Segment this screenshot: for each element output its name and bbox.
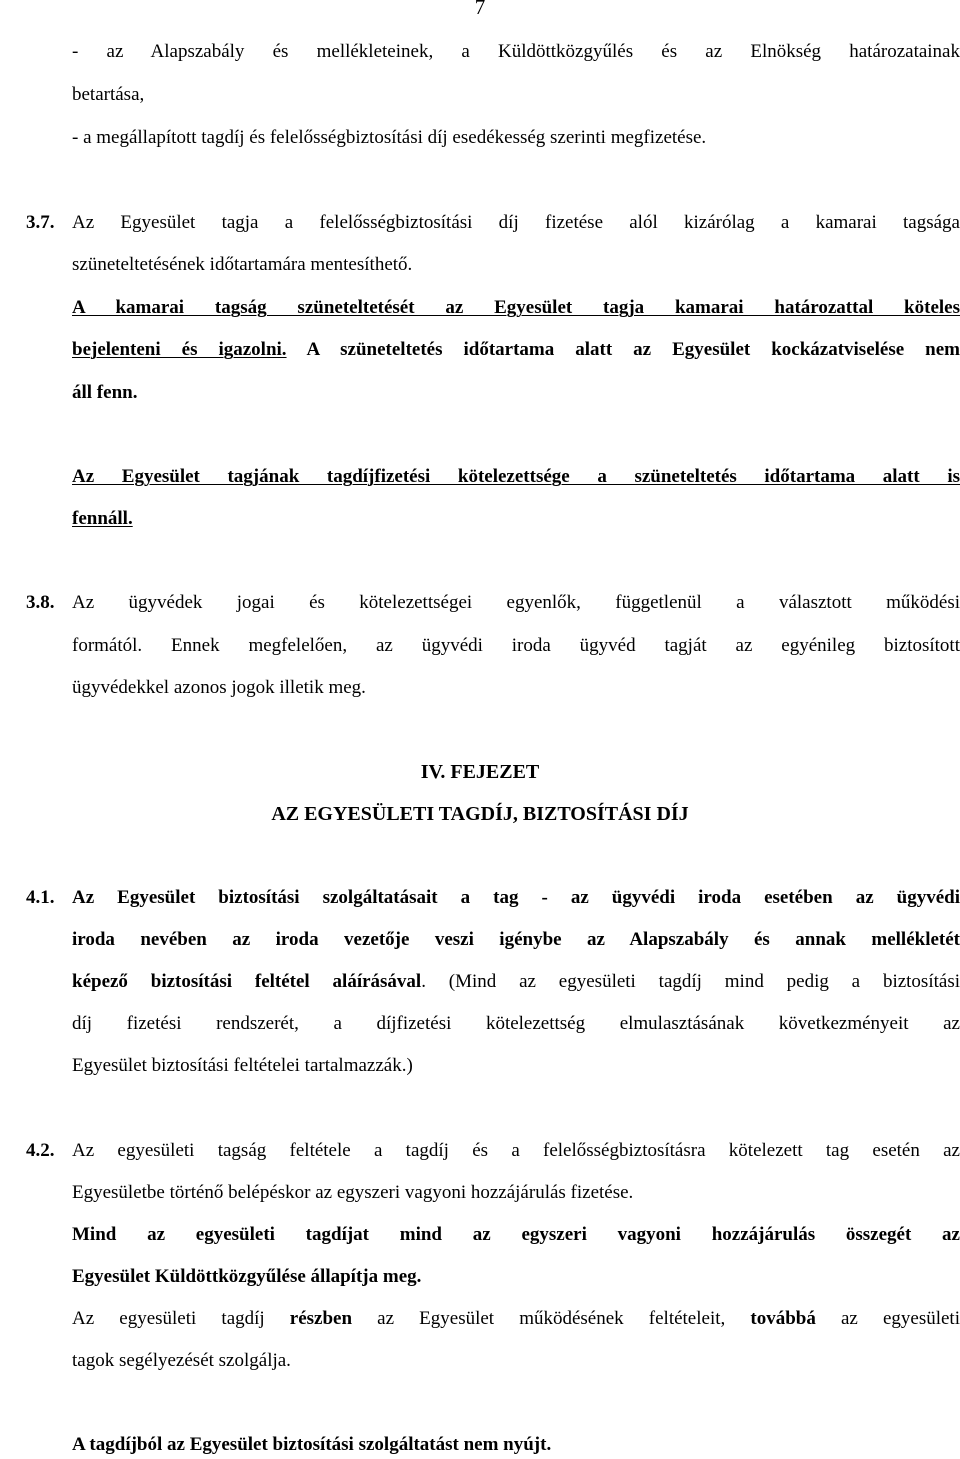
section-number: 3.8. (26, 592, 55, 613)
paragraph-line: A kamarai tagság szüneteltetését az Egyesület tagja kamarai határozattal köteles (72, 297, 960, 318)
text-fragment: továbbá (750, 1308, 816, 1329)
paragraph-line: Az Egyesület tagjának tagdíjfizetési kötelezettsége a szüneteltetés időtartama alatt is (72, 466, 960, 487)
paragraph-line (72, 970, 960, 994)
chapter-number: IV. FEJEZET (420, 761, 540, 783)
paragraph-line: Az ügyvédek jogai és kötelezettségei egyenlők, függetlenül a választott működési (72, 592, 960, 613)
paragraph-line (72, 338, 960, 362)
paragraph-line: Egyesületbe történő belépéskor az egyszeri vagyoni hozzájárulás fizetése. (72, 1182, 634, 1203)
section-number: 4.2. (26, 1140, 55, 1161)
intro-line: betartása, (72, 84, 145, 105)
section-number: 3.7. (26, 212, 55, 233)
text-fragment: az Egyesület működésének feltételeit, (352, 1308, 751, 1329)
paragraph-line: formától. Ennek megfelelően, az ügyvédi iroda ügyvéd tagját az egyénileg biztosított (72, 635, 960, 656)
section-number: 4.1. (26, 887, 55, 908)
intro-line: - az Alapszabály és mellékleteinek, a Küldöttközgyűlés és az Elnökség határozatainak (72, 41, 960, 62)
paragraph-line: iroda nevében az iroda vezetője veszi igénybe az Alapszabály és annak mellékletét (72, 929, 960, 950)
paragraph-line: szüneteltetésének időtartamára mentesíthető. (72, 254, 413, 275)
paragraph-line: Az Egyesület biztosítási szolgáltatásait a tag - az ügyvédi iroda esetében az ügyvédi (72, 887, 960, 908)
paragraph-line: Az Egyesület tagja a felelősségbiztosítási díj fizetése alól kizárólag a kamarai tagsága (72, 212, 960, 233)
paragraph-line: díj fizetési rendszerét, a díjfizetési kötelezettség elmulasztásának következményeit az (72, 1013, 960, 1034)
paragraph-line: tagok segélyezését szolgálja. (72, 1350, 291, 1371)
chapter-title: AZ EGYESÜLETI TAGDÍJ, BIZTOSÍTÁSI DÍJ (271, 803, 689, 825)
text-fragment: bejelenteni és igazolni. (72, 339, 287, 360)
page-number: 7 (474, 0, 486, 19)
paragraph-line: Egyesület biztosítási feltételei tartalmazzák.) (72, 1055, 413, 1076)
text-fragment: képező biztosítási feltétel aláírásával (72, 971, 422, 992)
paragraph-line: Egyesület Küldöttközgyűlése állapítja meg. (72, 1266, 422, 1287)
paragraph-line (72, 1307, 960, 1331)
paragraph-line: fennáll. (72, 508, 133, 529)
paragraph-line: ügyvédekkel azonos jogok illetik meg. (72, 677, 366, 698)
paragraph-line: A tagdíjból az Egyesület biztosítási szolgáltatást nem nyújt. (72, 1434, 552, 1455)
text-fragment: . (Mind az egyesületi tagdíj mind pedig a biztosítási (421, 971, 960, 992)
text-fragment: részben (289, 1308, 353, 1329)
paragraph-line: Az egyesületi tagság feltétele a tagdíj és a felelősségbiztosításra kötelezett tag esetén az (72, 1140, 960, 1161)
paragraph-line: Mind az egyesületi tagdíjat mind az egyszeri vagyoni hozzájárulás összegét az (72, 1224, 960, 1245)
intro-line: - a megállapított tagdíj és felelősségbiztosítási díj esedékesség szerinti megfizetése. (72, 127, 707, 148)
text-fragment: az egyesületi (815, 1308, 960, 1329)
text-fragment: A szüneteltetés időtartama alatt az Egyesület kockázatviselése nem (286, 339, 960, 360)
text-fragment: Az egyesületi tagdíj (72, 1308, 290, 1329)
paragraph-line: áll fenn. (72, 382, 138, 403)
